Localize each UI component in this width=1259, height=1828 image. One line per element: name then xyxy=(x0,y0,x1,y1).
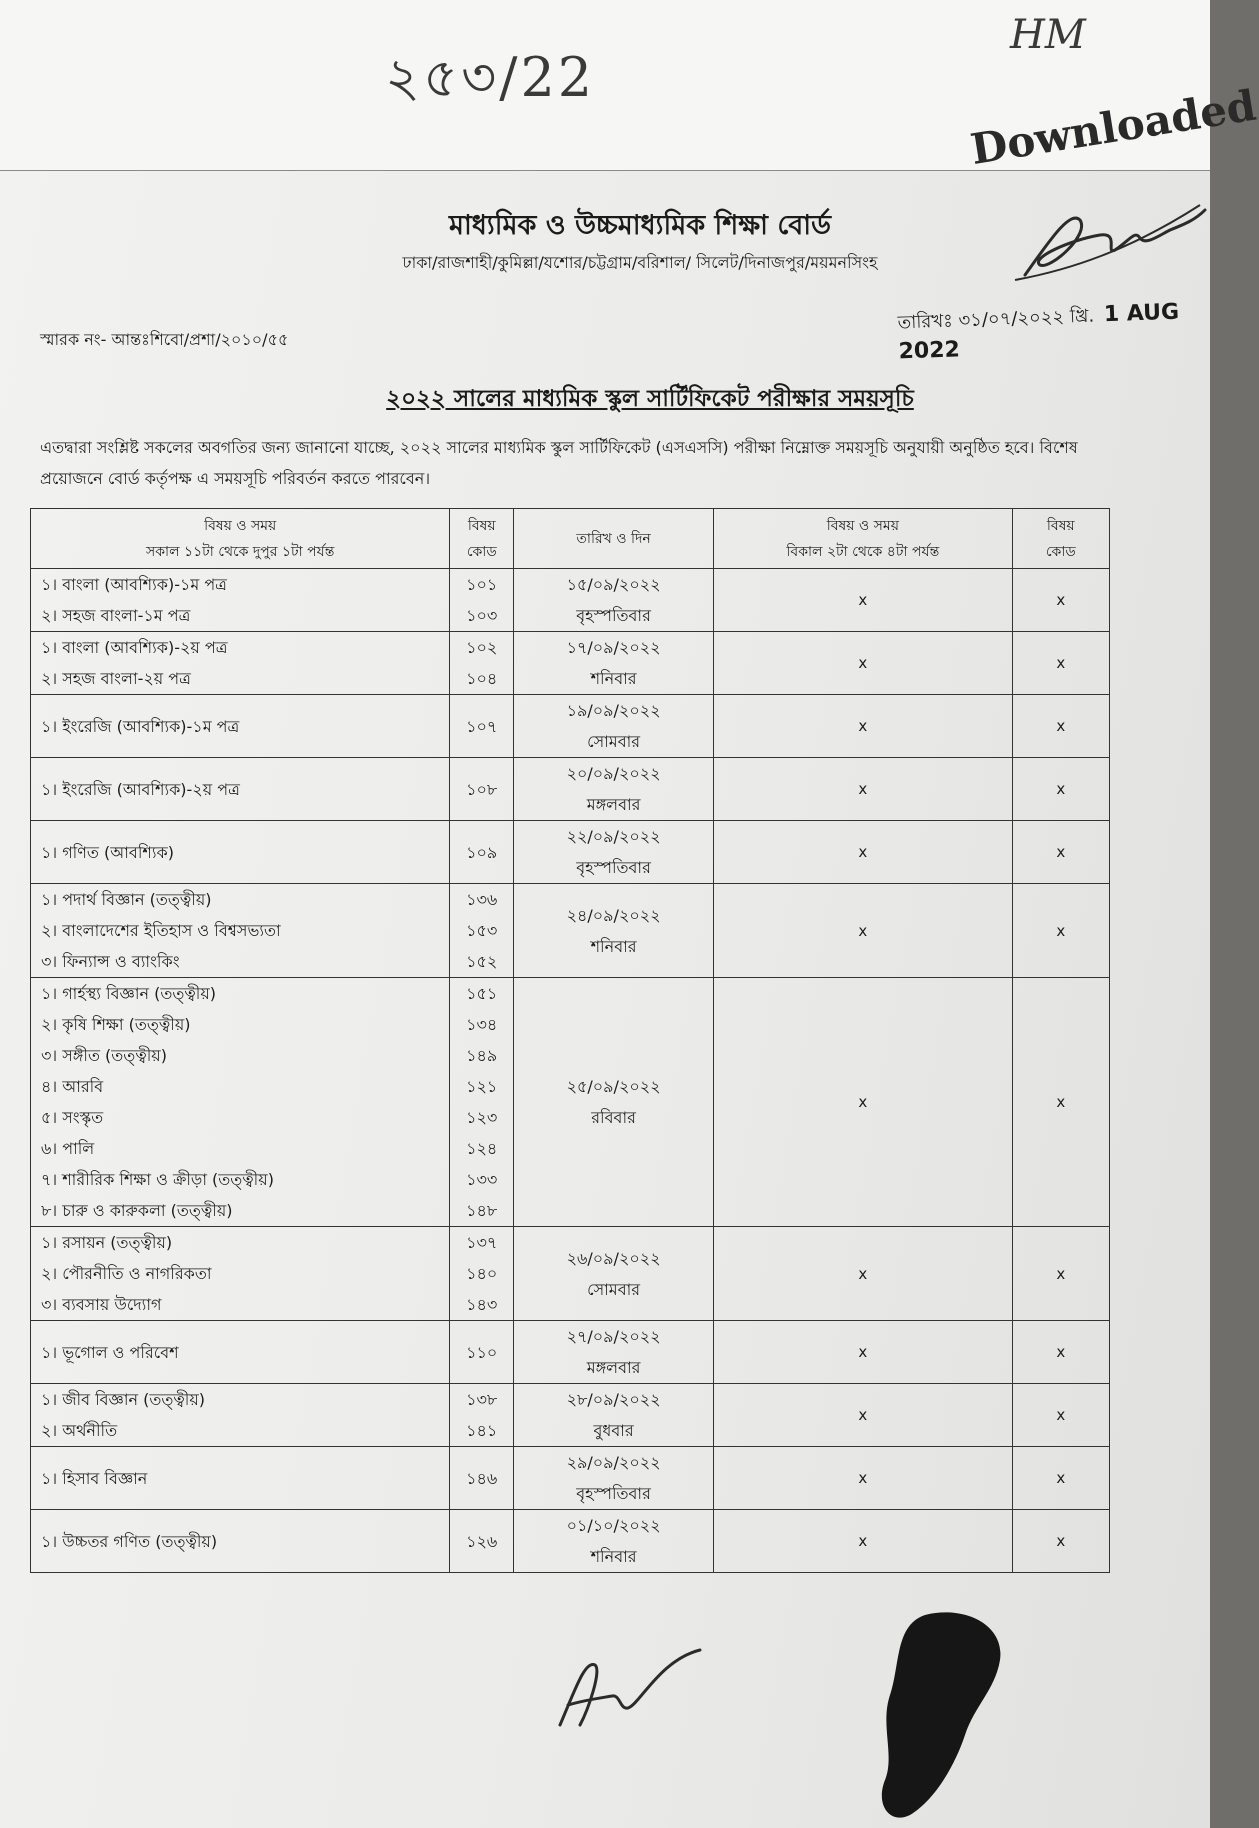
subject-code: ১০২ xyxy=(466,638,498,657)
subject-name: ১। ভূগোল ও পরিবেশ xyxy=(41,1342,179,1362)
afternoon-subject-cell: x xyxy=(714,695,1013,758)
subject-code: ১৪৮ xyxy=(466,1201,498,1220)
header-acode-line2: কোড xyxy=(1045,543,1076,560)
afternoon-code-cell: x xyxy=(1012,632,1109,695)
subject-code: ১০৯ xyxy=(466,842,498,862)
exam-date: ২৮/০৯/২০২২ xyxy=(566,1390,661,1409)
subject-code: ১৫১ xyxy=(466,984,498,1003)
subject-name: ১। ইংরেজি (আবশ্যিক)-২য় পত্র xyxy=(41,779,240,799)
afternoon-subject-cell: x xyxy=(714,569,1013,632)
header-afternoon-time: বিকাল ২টা থেকে ৪টা পর্যন্ত xyxy=(786,543,940,560)
table-row xyxy=(31,695,1110,758)
exam-day: বৃহস্পতিবার xyxy=(576,858,651,877)
subject-name: ৩। ফিন্যান্স ও ব্যাংকিং xyxy=(41,952,180,971)
subject-name: ২। কৃষি শিক্ষা (তত্ত্বীয়) xyxy=(41,1015,191,1034)
afternoon-code-cell: x xyxy=(1012,758,1109,821)
afternoon-code-cell: x xyxy=(1012,978,1109,1227)
header-afternoon-subject xyxy=(714,509,1013,569)
signature-bottom-icon xyxy=(550,1630,710,1740)
date-cell xyxy=(514,821,714,884)
subject-code: ১৩৪ xyxy=(466,1015,498,1034)
subject-code: ১০৪ xyxy=(466,669,498,688)
afternoon-code-cell: x xyxy=(1012,1384,1109,1447)
date-cell xyxy=(514,884,714,978)
subject-cell xyxy=(31,1447,450,1510)
schedule-heading: ২০২২ সালের মাধ্যমিক স্কুল সার্টিফিকেট পরীক্ষার সময়সূচি xyxy=(386,386,914,412)
table-row xyxy=(31,1510,1110,1573)
table-row xyxy=(31,758,1110,821)
subject-code: ১০১ xyxy=(466,575,498,594)
subject-name: ৩। সঙ্গীত (তত্ত্বীয়) xyxy=(41,1046,167,1065)
code-cell xyxy=(450,1510,514,1573)
subject-code: ১৪০ xyxy=(466,1264,498,1283)
subject-code: ১২১ xyxy=(466,1077,498,1096)
table-body xyxy=(31,569,1110,1573)
afternoon-code-cell: x xyxy=(1012,695,1109,758)
subject-code: ১২৬ xyxy=(466,1531,498,1551)
subject-code: ১০৮ xyxy=(466,779,498,799)
exam-day: বুধবার xyxy=(593,1421,634,1440)
date-label: তারিখঃ ৩১/০৭/২০২২ খ্রি. xyxy=(897,305,1095,334)
header-subject xyxy=(31,509,450,569)
afternoon-subject-cell: x xyxy=(714,884,1013,978)
subject-code: ১৪৯ xyxy=(466,1046,498,1065)
subject-name: ১। হিসাব বিজ্ঞান xyxy=(41,1468,148,1488)
date-cell xyxy=(514,978,714,1227)
header-afternoon-code xyxy=(1012,509,1109,569)
subject-name: ৬। পালি xyxy=(41,1139,95,1158)
exam-date: ২৪/০৯/২০২২ xyxy=(566,905,661,925)
table-row xyxy=(31,884,1110,978)
code-cell xyxy=(450,978,514,1227)
subject-name: ১। গণিত (আবশ্যিক) xyxy=(41,842,174,862)
afternoon-code-cell: x xyxy=(1012,821,1109,884)
handwritten-initials: HM xyxy=(1010,12,1086,58)
subject-name: ১। বাংলা (আবশ্যিক)-২য় পত্র xyxy=(41,638,228,657)
subject-code: ১৪৬ xyxy=(466,1468,498,1488)
subject-name: ৭। শারীরিক শিক্ষা ও ক্রীড়া (তত্ত্বীয়) xyxy=(41,1170,274,1189)
table-row xyxy=(31,978,1110,1227)
subject-name: ১। উচ্চতর গণিত (তত্ত্বীয়) xyxy=(41,1531,218,1551)
date-cell xyxy=(514,1510,714,1573)
subject-cell xyxy=(31,569,450,632)
subject-code: ১৩৩ xyxy=(466,1170,498,1189)
subject-cell xyxy=(31,1510,450,1573)
subject-cell xyxy=(31,978,450,1227)
subject-code: ১০৩ xyxy=(466,606,498,625)
subject-name: ৪। আরবি xyxy=(41,1077,104,1096)
subject-name: ২। অর্থনীতি xyxy=(41,1421,118,1440)
subject-cell xyxy=(31,695,450,758)
exam-day: বৃহস্পতিবার xyxy=(576,606,651,625)
exam-day: রবিবার xyxy=(591,1108,636,1127)
date-cell xyxy=(514,1384,714,1447)
exam-day: বৃহস্পতিবার xyxy=(576,1484,651,1503)
afternoon-code-cell: x xyxy=(1012,1510,1109,1573)
exam-schedule-table xyxy=(30,508,1110,1573)
code-cell xyxy=(450,695,514,758)
date-cell xyxy=(514,758,714,821)
header-subject-title: বিষয় ও সময় xyxy=(204,517,277,534)
memo-number: স্মারক নং- আন্তঃশিবো/প্রশা/২০১০/৫৫ xyxy=(40,330,289,349)
afternoon-subject-cell: x xyxy=(714,1447,1013,1510)
header-code xyxy=(450,509,514,569)
exam-date: ০১/১০/২০২২ xyxy=(566,1516,661,1535)
subject-code: ১৪৩ xyxy=(466,1295,498,1314)
exam-date: ২৬/০৯/২০২২ xyxy=(566,1248,661,1268)
code-cell xyxy=(450,632,514,695)
subject-cell xyxy=(31,884,450,978)
table-row xyxy=(31,1384,1110,1447)
header-afternoon-title: বিষয় ও সময় xyxy=(826,517,899,534)
code-cell xyxy=(450,821,514,884)
ink-smudge-icon xyxy=(855,1605,1055,1825)
boards-list: ঢাকা/রাজশাহী/কুমিল্লা/যশোর/চট্টগ্রাম/বরিশাল/ সিলেট/দিনাজপুর/ময়মনসিংহ xyxy=(402,253,878,272)
exam-day: শনিবার xyxy=(590,936,637,956)
code-cell xyxy=(450,1227,514,1321)
subject-name: ৫। সংস্কৃত xyxy=(41,1108,104,1127)
header-subject-time: সকাল ১১টা থেকে দুপুর ১টা পর্যন্ত xyxy=(146,543,335,560)
table-row xyxy=(31,1447,1110,1510)
exam-day: সোমবার xyxy=(587,1279,641,1299)
subject-cell xyxy=(31,632,450,695)
date-cell xyxy=(514,1227,714,1321)
exam-day: সোমবার xyxy=(587,732,641,751)
downloaded-stamp: Downloaded xyxy=(967,80,1259,174)
afternoon-subject-cell: x xyxy=(714,1227,1013,1321)
exam-date: ২০/০৯/২০২২ xyxy=(566,764,661,783)
subject-name: ৩। ব্যবসায় উদ্যোগ xyxy=(41,1295,162,1314)
date-cell xyxy=(514,1447,714,1510)
table-row xyxy=(31,821,1110,884)
intro-paragraph: এতদ্বারা সংশ্লিষ্ট সকলের অবগতির জন্য জানানো যাচ্ছে, ২০২২ সালের মাধ্যমিক স্কুল সার্টিফিকেট (এসএসসি) পরীক্ষা নিম্নোক্ত সময়সূচি অনুযায়ী অনুষ্ঠিত হবে। বিশেষ প্রয়োজনে বোর্ড কর্তৃপক্ষ এ সময়সূচি পরিবর্তন করতে পারবেন। xyxy=(40,438,1078,488)
subject-cell xyxy=(31,1384,450,1447)
afternoon-code-cell: x xyxy=(1012,569,1109,632)
afternoon-code-cell: x xyxy=(1012,1227,1109,1321)
subject-name: ১। পদার্থ বিজ্ঞান (তত্ত্বীয়) xyxy=(41,890,212,909)
subject-code: ১১০ xyxy=(466,1342,498,1362)
exam-day: মঙ্গলবার xyxy=(586,1358,641,1377)
table-row xyxy=(31,1227,1110,1321)
subject-name: ১। বাংলা (আবশ্যিক)-১ম পত্র xyxy=(41,575,227,594)
exam-day: শনিবার xyxy=(590,1547,637,1566)
subject-cell xyxy=(31,821,450,884)
exam-date: ২৫/০৯/২০২২ xyxy=(566,1077,661,1096)
header-code-line2: কোড xyxy=(466,543,497,560)
code-cell xyxy=(450,1321,514,1384)
afternoon-subject-cell: x xyxy=(714,1510,1013,1573)
header-code-line1: বিষয় xyxy=(467,517,496,534)
subject-name: ২। সহজ বাংলা-২য় পত্র xyxy=(41,669,191,688)
afternoon-subject-cell: x xyxy=(714,1321,1013,1384)
exam-date: ১৭/০৯/২০২২ xyxy=(566,638,661,657)
subject-cell xyxy=(31,1227,450,1321)
afternoon-subject-cell: x xyxy=(714,1384,1013,1447)
subject-name: ১। গার্হস্থ্য বিজ্ঞান (তত্ত্বীয়) xyxy=(41,984,216,1003)
code-cell xyxy=(450,1384,514,1447)
exam-date: ১৫/০৯/২০২২ xyxy=(566,575,661,594)
subject-code: ১২৪ xyxy=(466,1139,498,1158)
exam-day: মঙ্গলবার xyxy=(586,795,641,814)
exam-date: ১৯/০৯/২০২২ xyxy=(566,701,661,720)
date-cell xyxy=(514,695,714,758)
table-header-row xyxy=(31,509,1110,569)
exam-date: ২৯/০৯/২০২২ xyxy=(566,1453,661,1472)
date-stamp: 1 AUG 2022 xyxy=(898,299,1180,365)
afternoon-subject-cell: x xyxy=(714,758,1013,821)
subject-name: ২। পৌরনীতি ও নাগরিকতা xyxy=(41,1264,212,1283)
date-cell xyxy=(514,1321,714,1384)
subject-code: ১৩৭ xyxy=(466,1233,498,1252)
code-cell xyxy=(450,1447,514,1510)
code-cell xyxy=(450,569,514,632)
organization-title: মাধ্যমিক ও উচ্চমাধ্যমিক শিক্ষা বোর্ড xyxy=(448,210,832,241)
subject-cell xyxy=(31,1321,450,1384)
afternoon-subject-cell: x xyxy=(714,978,1013,1227)
table-row xyxy=(31,1321,1110,1384)
subject-code: ১৪১ xyxy=(466,1421,498,1440)
date-cell xyxy=(514,632,714,695)
header-date: তারিখ ও দিন xyxy=(514,509,714,569)
subject-code: ১৩৮ xyxy=(466,1390,498,1409)
subject-name: ২। সহজ বাংলা-১ম পত্র xyxy=(41,606,191,625)
code-cell xyxy=(450,758,514,821)
afternoon-subject-cell: x xyxy=(714,632,1013,695)
subject-code: ১৫৩ xyxy=(466,921,498,940)
subject-code: ১৩৬ xyxy=(466,890,498,909)
code-cell xyxy=(450,884,514,978)
date-cell xyxy=(514,569,714,632)
subject-cell xyxy=(31,758,450,821)
subject-code: ১২৩ xyxy=(466,1108,498,1127)
subject-code: ১৫২ xyxy=(466,952,498,971)
exam-date: ২২/০৯/২০২২ xyxy=(566,827,661,846)
date-line xyxy=(897,298,1211,365)
afternoon-subject-cell: x xyxy=(714,821,1013,884)
subject-name: ১। জীব বিজ্ঞান (তত্ত্বীয়) xyxy=(41,1390,206,1409)
afternoon-code-cell: x xyxy=(1012,1321,1109,1384)
table-row xyxy=(31,569,1110,632)
afternoon-code-cell: x xyxy=(1012,884,1109,978)
exam-date: ২৭/০৯/২০২২ xyxy=(566,1327,661,1346)
subject-name: ১। রসায়ন (তত্ত্বীয়) xyxy=(41,1233,173,1252)
table-row xyxy=(31,632,1110,695)
exam-day: শনিবার xyxy=(590,669,637,688)
subject-name: ২। বাংলাদেশের ইতিহাস ও বিশ্বসভ্যতা xyxy=(41,921,281,940)
subject-code: ১০৭ xyxy=(466,716,498,736)
subject-name: ১। ইংরেজি (আবশ্যিক)-১ম পত্র xyxy=(41,716,240,736)
header-acode-line1: বিষয় xyxy=(1046,517,1075,534)
afternoon-code-cell: x xyxy=(1012,1447,1109,1510)
subject-name: ৮। চারু ও কারুকলা (তত্ত্বীয়) xyxy=(41,1201,233,1220)
handwritten-file-number: ২৫৩/22 xyxy=(385,46,596,109)
